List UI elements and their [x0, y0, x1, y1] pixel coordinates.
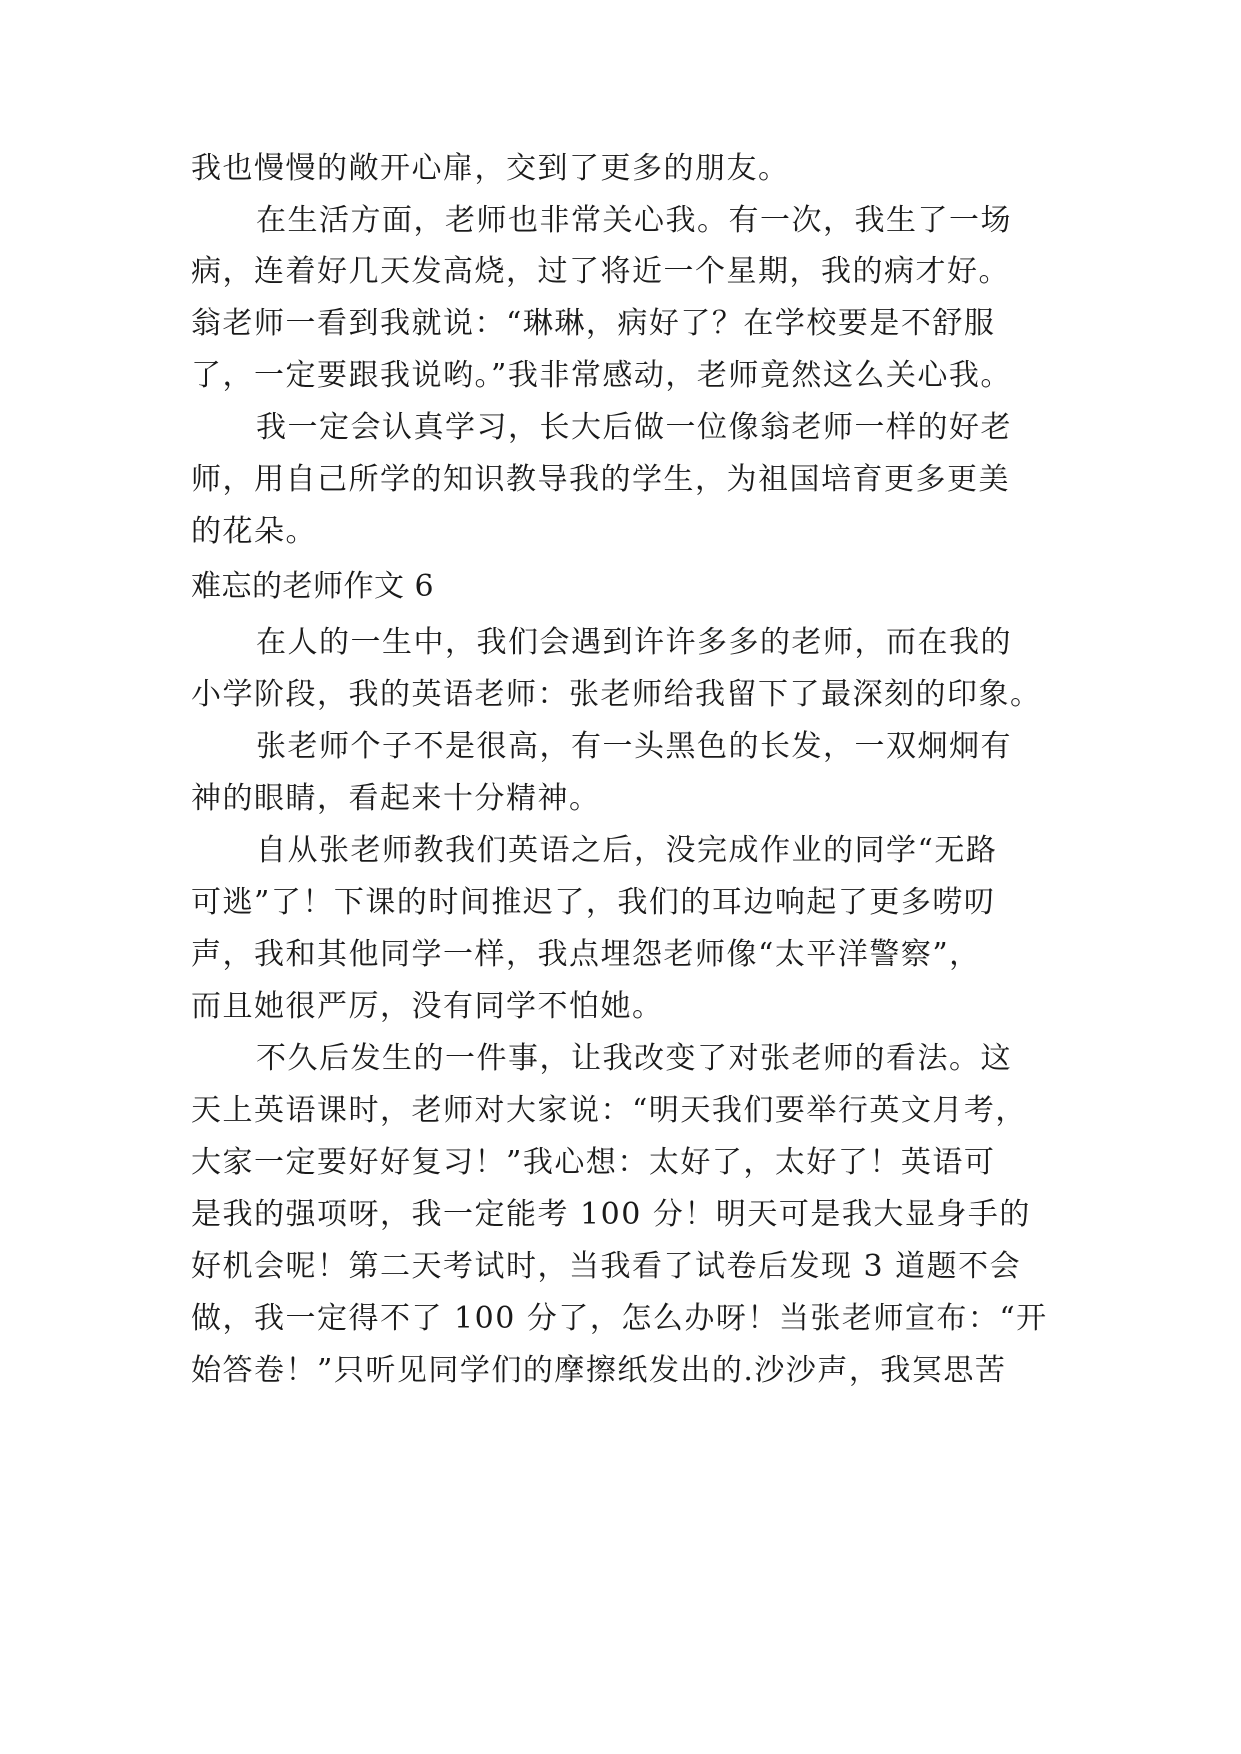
text-line: 翁老师一看到我就说：“琳琳，病好了？在学校要是不舒服	[191, 306, 996, 341]
text-line: 声，我和其他同学一样，我点埋怨老师像“太平洋警察”，	[191, 937, 981, 972]
text-line: 天上英语课时，老师对大家说：“明天我们要举行英文月考，	[191, 1093, 1027, 1128]
text-line: 做，我一定得不了 100 分了，怎么办呀！当张老师宣布：“开	[191, 1301, 1048, 1336]
text-line: 神的眼睛，看起来十分精神。	[191, 781, 601, 816]
paragraph-first-line: 自从张老师教我们英语之后，没完成作业的同学“无路	[256, 833, 998, 868]
text-line: 是我的强项呀，我一定能考 100 分！明天可是我大显身手的	[191, 1197, 1031, 1232]
text-line: 而且她很严厉，没有同学不怕她。	[191, 989, 664, 1024]
text-line: 我也慢慢的敞开心扉，交到了更多的朋友。	[191, 151, 790, 186]
text-line: 大家一定要好好复习！”我心想：太好了，太好了！英语可	[191, 1145, 996, 1180]
text-line: 师，用自己所学的知识教导我的学生，为祖国培育更多更美	[191, 462, 1010, 497]
text-line: 了，一定要跟我说哟。”我非常感动，老师竟然这么关心我。	[191, 358, 1012, 393]
paragraph-first-line: 不久后发生的一件事，让我改变了对张老师的看法。这	[256, 1041, 1012, 1076]
paragraph-first-line: 在生活方面，老师也非常关心我。有一次，我生了一场	[256, 203, 1012, 238]
paragraph-first-line: 张老师个子不是很高，有一头黑色的长发，一双炯炯有	[256, 729, 1012, 764]
text-line: 的花朵。	[191, 514, 317, 549]
text-line: 病，连着好几天发高烧，过了将近一个星期，我的病才好。	[191, 254, 1010, 289]
paragraph-first-line: 在人的一生中，我们会遇到许许多多的老师，而在我的	[256, 625, 1012, 660]
paragraph-first-line: 我一定会认真学习，长大后做一位像翁老师一样的好老	[256, 410, 1012, 445]
essay-heading: 难忘的老师作文 6	[191, 569, 435, 604]
text-line: 始答卷！”只听见同学们的摩擦纸发出的.沙沙声，我冥思苦	[191, 1353, 1007, 1388]
text-line: 可逃”了！下课的时间推迟了，我们的耳边响起了更多唠叨	[191, 885, 996, 920]
text-line: 好机会呢！第二天考试时，当我看了试卷后发现 3 道题不会	[191, 1249, 1022, 1284]
text-line: 小学阶段，我的英语老师：张老师给我留下了最深刻的印象。	[191, 677, 1042, 712]
